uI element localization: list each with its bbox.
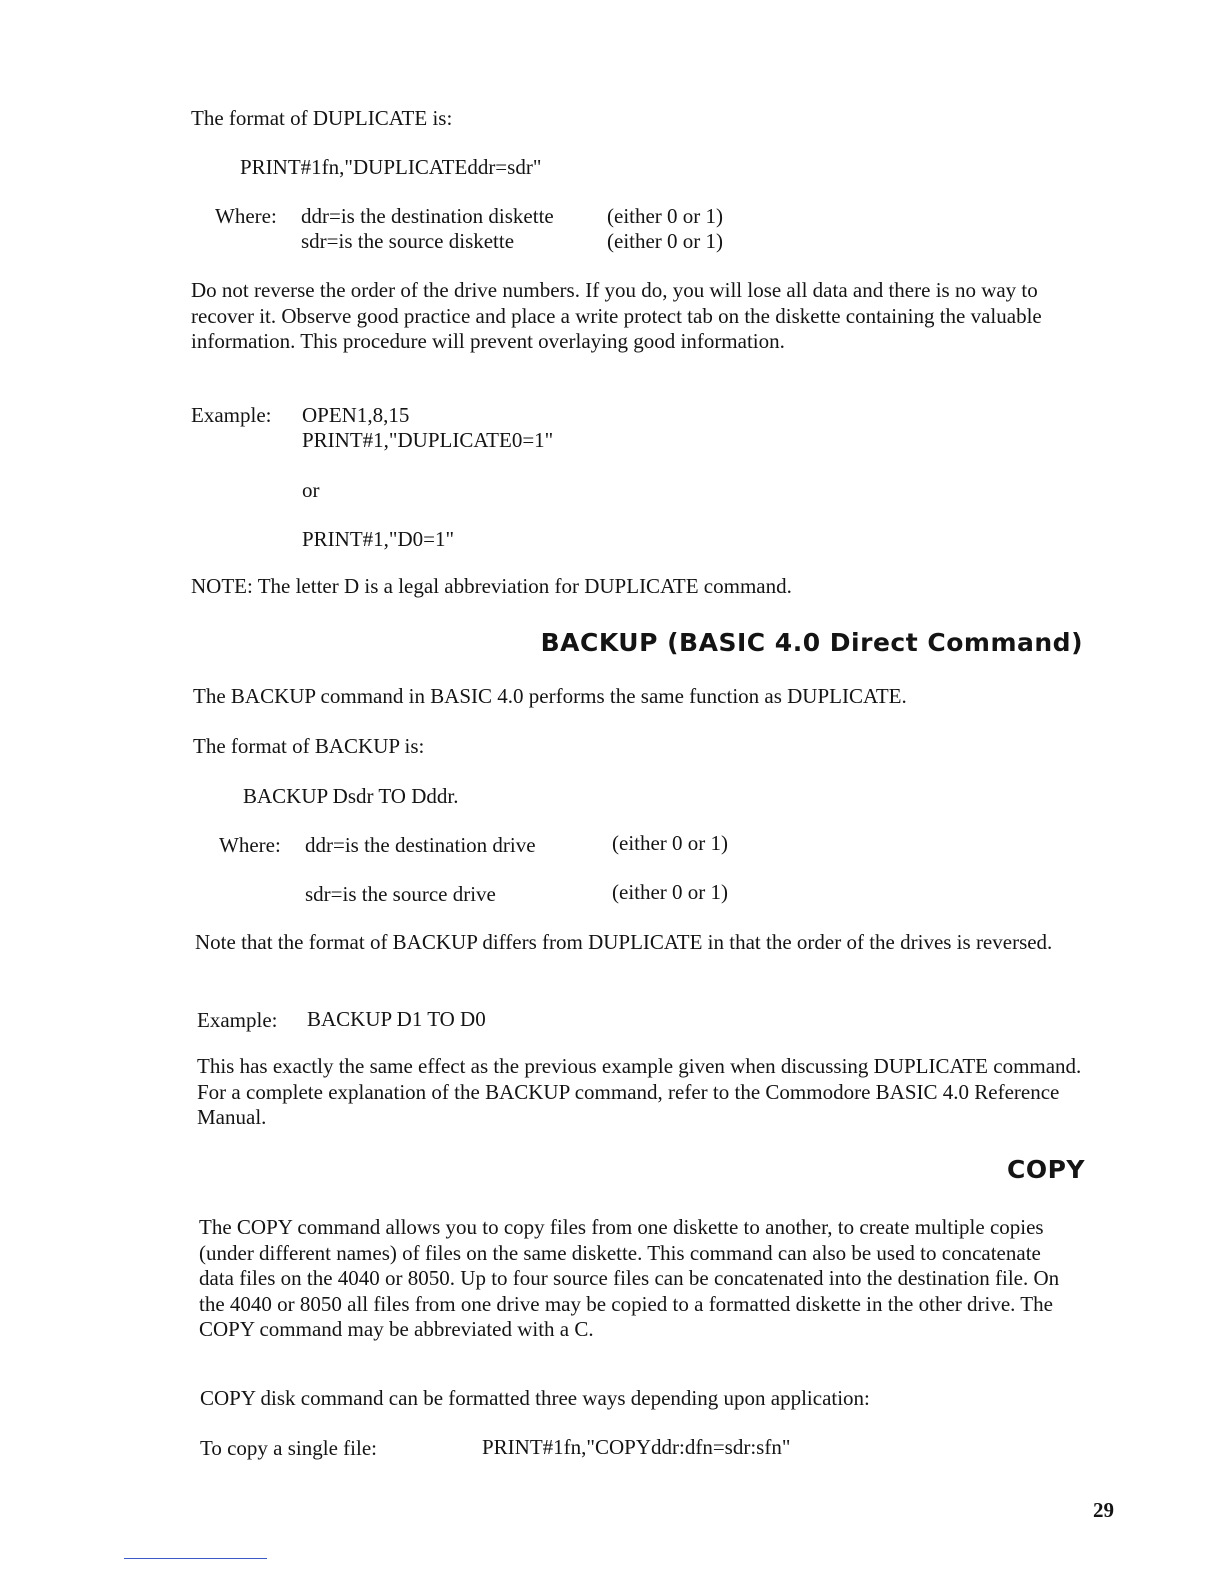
copy-ways-text: COPY disk command can be formatted three ways depending upon application:: [200, 1386, 870, 1410]
backup-heading: BACKUP (BASIC 4.0 Direct Command): [540, 628, 1083, 657]
duplicate-where-def-sdr: sdr=is the source diskette: [301, 229, 515, 253]
duplicate-example-label: Example:: [191, 403, 272, 427]
copy-single-file-label: To copy a single file:: [200, 1436, 377, 1460]
backup-note-paragraph: Note that the format of BACKUP differs from DUPLICATE in that the order of the drives is reversed.: [195, 930, 1053, 954]
duplicate-note: NOTE: The letter D is a legal abbreviation for DUPLICATE command.: [191, 574, 792, 598]
duplicate-where-range-sdr: (either 0 or 1): [607, 229, 724, 253]
duplicate-format-intro: The format of DUPLICATE is:: [191, 106, 453, 130]
duplicate-where-range-ddr: (either 0 or 1): [607, 204, 724, 228]
duplicate-or-text: or: [302, 478, 320, 502]
duplicate-where-def-ddr: ddr=is the destination diskette: [301, 204, 554, 228]
backup-where-def-sdr: sdr=is the source drive: [305, 882, 496, 906]
backup-intro: The BACKUP command in BASIC 4.0 performs the same function as DUPLICATE.: [193, 684, 907, 708]
backup-format-command: BACKUP Dsdr TO Dddr.: [243, 784, 459, 808]
backup-where-range-sdr: (either 0 or 1): [612, 880, 729, 904]
copy-heading: COPY: [1006, 1155, 1085, 1184]
duplicate-where-label: Where:: [215, 204, 277, 228]
backup-where-range-ddr: (either 0 or 1): [612, 831, 729, 855]
backup-example-label: Example:: [197, 1008, 278, 1032]
copy-single-file-command: PRINT#1fn,"COPYddr:dfn=sdr:sfn": [482, 1435, 791, 1459]
page-number: 29: [1093, 1498, 1114, 1522]
duplicate-alt-example: PRINT#1,"D0=1": [302, 527, 455, 551]
backup-closing-paragraph: This has exactly the same effect as the previous example given when discussing DUPLICATE command. For a complete explanation of the BACKUP command, refer to the Commodore BASIC 4.0 Reference Manual.: [197, 1054, 1082, 1129]
footer-rule: [124, 1558, 267, 1559]
backup-example-command: BACKUP D1 TO D0: [307, 1007, 486, 1031]
backup-where-def-ddr: ddr=is the destination drive: [305, 833, 536, 857]
backup-format-intro: The format of BACKUP is:: [193, 734, 425, 758]
backup-where-label: Where:: [219, 833, 281, 857]
duplicate-format-command: PRINT#1fn,"DUPLICATEddr=sdr": [240, 155, 542, 179]
duplicate-example-line-1: OPEN1,8,15: [302, 403, 410, 427]
copy-intro-paragraph: The COPY command allows you to copy files from one diskette to another, to create multiple copies (under different names) of files on the same diskette. This command can also be used to concatenate data files on the 4040 or 8050. Up to four source files can be concatenated into the destination file. On the 4040 or 8050 all files from one drive may be copied to a formatted diskette in the other drive. The COPY command may be abbreviated with a C.: [199, 1215, 1060, 1341]
duplicate-warning-paragraph: Do not reverse the order of the drive numbers. If you do, you will lose all data and there is no way to recover it. Observe good practice and place a write protect tab on the diskette containing the valuable information. This procedure will prevent overlaying good information.: [191, 278, 1042, 353]
duplicate-example-line-2: PRINT#1,"DUPLICATE0=1": [302, 428, 554, 452]
